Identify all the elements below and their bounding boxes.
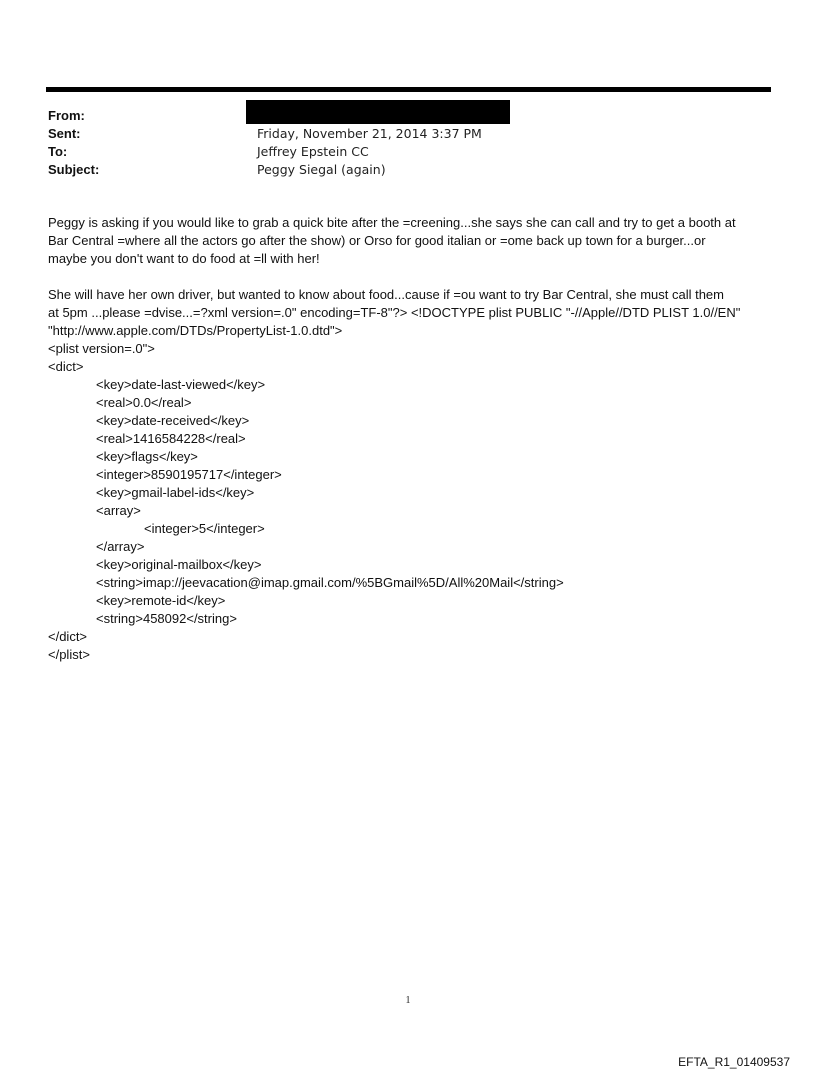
plist-line: <real>1416584228</real> (96, 431, 246, 446)
sent-label: Sent: (48, 126, 81, 141)
plist-line: <array> (96, 503, 141, 518)
subject-value: Peggy Siegal (again) (257, 162, 386, 177)
body-line: maybe you don't want to do food at =ll with her! (48, 251, 320, 266)
plist-line: <key>date-received</key> (96, 413, 250, 428)
body-line: "http://www.apple.com/DTDs/PropertyList-1.0.dtd"> (48, 323, 343, 338)
plist-line: <string>imap://jeevacation@imap.gmail.com/%5BGmail%5D/All%20Mail</string> (96, 575, 564, 590)
plist-line: <integer>8590195717</integer> (96, 467, 282, 482)
plist-line: <key>gmail-label-ids</key> (96, 485, 255, 500)
plist-line: </plist> (48, 647, 90, 662)
plist-line: </dict> (48, 629, 88, 644)
body-line: <dict> (48, 359, 84, 374)
sent-value: Friday, November 21, 2014 3:37 PM (257, 126, 482, 141)
page-number: 1 (405, 995, 411, 1006)
document-id: EFTA_R1_01409537 (678, 1055, 790, 1069)
plist-line: <key>date-last-viewed</key> (96, 377, 266, 392)
plist-line: <key>original-mailbox</key> (96, 557, 262, 572)
plist-line: <real>0.0</real> (96, 395, 192, 410)
plist-line: <integer>5</integer> (144, 521, 265, 536)
subject-label: Subject: (48, 162, 100, 177)
to-value: Jeffrey Epstein CC (257, 144, 369, 159)
from-label: From: (48, 108, 85, 123)
email-body (48, 214, 778, 664)
header-divider (46, 87, 771, 92)
body-line: Peggy is asking if you would like to grab a quick bite after the =creening...she says she can call and try to get a booth at (48, 215, 736, 230)
body-line: <plist version=.0"> (48, 341, 155, 356)
plist-line: <key>remote-id</key> (96, 593, 226, 608)
body-line: Bar Central =where all the actors go after the show) or Orso for good italian or =ome back up town for a burger...or (48, 233, 706, 248)
plist-line: </array> (96, 539, 145, 554)
plist-line: <key>flags</key> (96, 449, 198, 464)
plist-line: <string>458092</string> (96, 611, 237, 626)
body-line: at 5pm ...please =dvise...=?xml version=.0" encoding=TF-8"?> <!DOCTYPE plist PUBLIC "-//Apple//DTD PLIST 1.0//EN" (48, 305, 741, 320)
body-line: She will have her own driver, but wanted to know about food...cause if =ou want to try Bar Central, she must call them (48, 287, 724, 302)
paragraph-gap (48, 268, 778, 286)
to-label: To: (48, 144, 68, 159)
redacted-from-value (246, 100, 510, 124)
